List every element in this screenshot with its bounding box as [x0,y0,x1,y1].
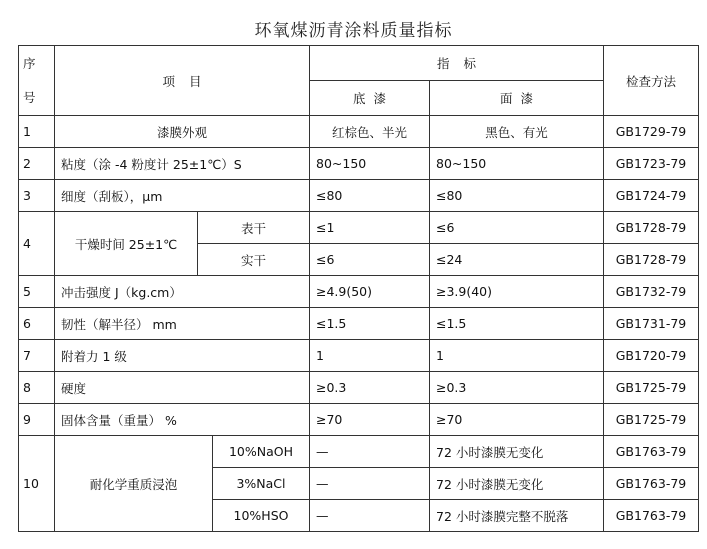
table-row: 10 耐化学重质浸泡 10%NaOH — 72 小时漆膜无变化 GB1763-79 [19,436,699,468]
header-primer: 底 漆 [310,81,430,116]
table-row: 1 漆膜外观 红棕色、半光 黑色、有光 GB1729-79 [19,116,699,148]
table-row: 2 粘度（涂 -4 粉度计 25±1℃）S 80~150 80~150 GB1723-79 [19,148,699,180]
table-row: 6 韧性（解半径） mm ≤1.5 ≤1.5 GB1731-79 [19,308,699,340]
header-item: 项 目 [55,46,310,116]
table-row: 3%NaCl — 72 小时漆膜无变化 GB1763-79 [19,468,699,500]
table-row: 5 冲击强度 J（kg.cm） ≥4.9(50) ≥3.9(40) GB1732-79 [19,276,699,308]
header-row [19,46,699,81]
table-row: 8 硬度 ≥0.3 ≥0.3 GB1725-79 [19,372,699,404]
table-row: 3 细度（刮板），μm ≤80 ≤80 GB1724-79 [19,180,699,212]
table-row: 10%HSO — 72 小时漆膜完整不脱落 GB1763-79 [19,500,699,532]
quality-table [18,45,699,532]
header-index: 指 标 [310,46,604,81]
table-row: 7 附着力 1 级 1 1 GB1720-79 [19,340,699,372]
header-seq: 序 号 [19,46,55,116]
table-row: 9 固体含量（重量） % ≥70 ≥70 GB1725-79 [19,404,699,436]
header-method: 检查方法 [604,46,699,116]
table-row: 4 干燥时间 25±1℃ 表干 ≤1 ≤6 GB1728-79 [19,212,699,244]
table-row: 实干 ≤6 ≤24 GB1728-79 [19,244,699,276]
header-topcoat: 面 漆 [430,81,604,116]
page-title: 环氧煤沥青涂料质量指标 [254,21,453,41]
